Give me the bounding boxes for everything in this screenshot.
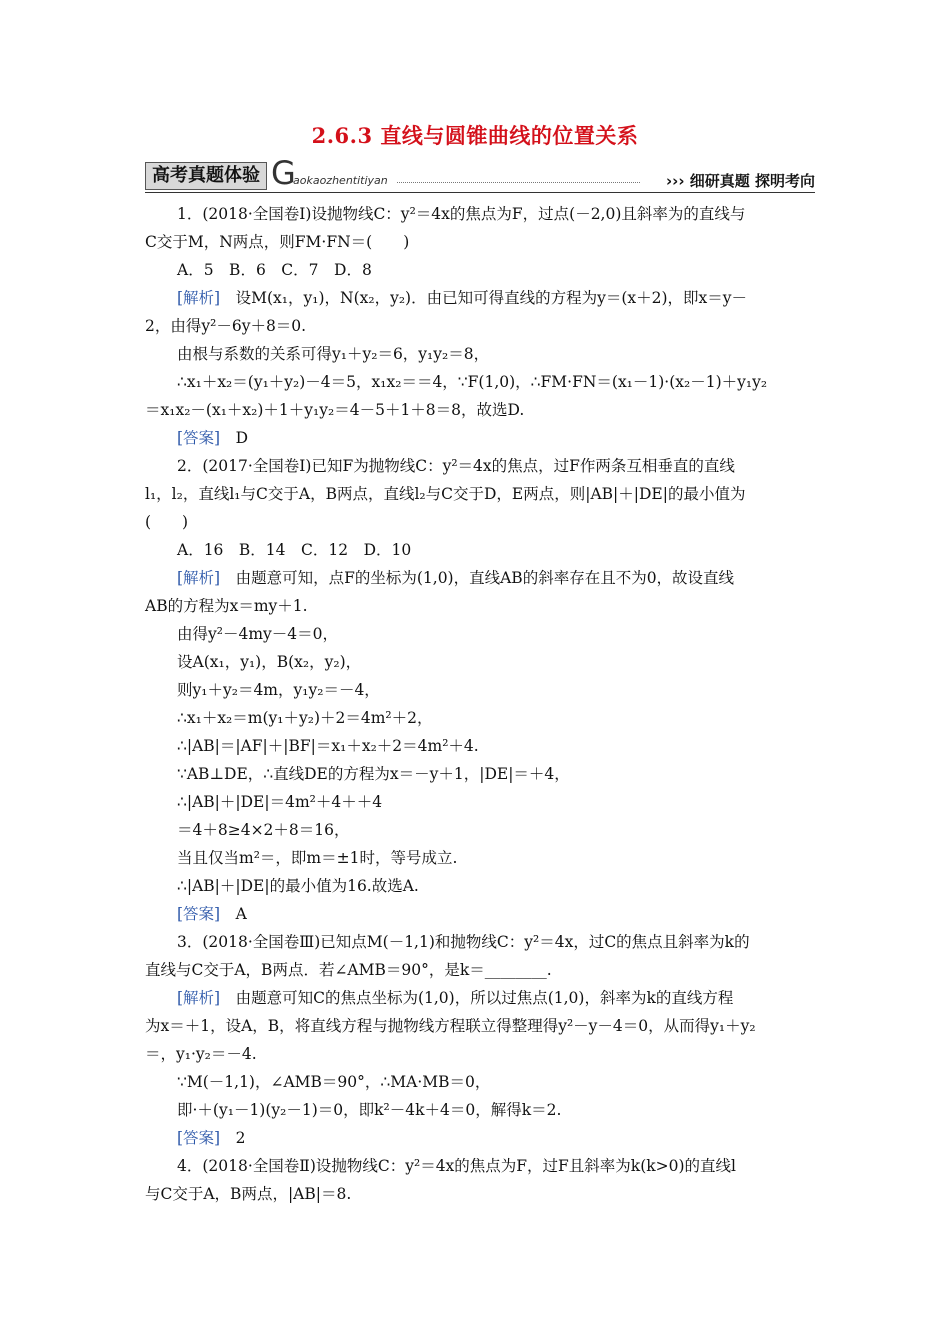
text-line <box>145 872 815 900</box>
section-banner <box>145 154 815 194</box>
text-line <box>145 704 815 732</box>
line-text: ∴|AB|＋|DE|的最小值为16.故选A. <box>177 877 419 895</box>
line-text: 由题意可知，点F的坐标为(1,0)，直线AB的斜率存在且不为0，故设直线 <box>220 569 735 587</box>
text-line <box>145 844 815 872</box>
text-line <box>145 732 815 760</box>
line-text: ＝，y₁·y₂＝－4. <box>145 1045 257 1063</box>
text-line <box>145 648 815 676</box>
line-text: 即·＋(y₁－1)(y₂－1)＝0，即k²－4k＋4＝0，解得k＝2. <box>177 1101 562 1119</box>
line-text: 则y₁＋y₂＝4m，y₁y₂＝－4， <box>177 681 380 699</box>
banner-rule <box>145 192 815 193</box>
text-line <box>145 1152 815 1180</box>
text-line <box>145 676 815 704</box>
banner-initial: G <box>271 154 296 192</box>
banner-label: 高考真题体验 <box>145 162 267 190</box>
banner-slogan: ››› 细研真题 探明考向 <box>666 172 815 190</box>
line-text: 当且仅当m²＝，即m＝±1时，等号成立. <box>177 849 458 867</box>
line-text: ( ) <box>145 513 189 531</box>
line-text: D <box>220 429 249 447</box>
line-text: 与C交于A，B两点，|AB|＝8. <box>145 1185 352 1203</box>
text-line <box>145 368 815 396</box>
line-text: ∴x₁＋x₂＝m(y₁＋y₂)＋2＝4m²＋2， <box>177 709 433 727</box>
text-line <box>145 760 815 788</box>
line-text: ＝x₁x₂－(x₁＋x₂)＋1＋y₁y₂＝4－5＋1＋8＝8，故选D. <box>145 401 525 419</box>
text-line <box>145 1068 815 1096</box>
line-text: A．16 B．14 C．12 D．10 <box>177 541 412 559</box>
text-line <box>145 508 815 536</box>
line-text: 2 <box>220 1129 246 1147</box>
text-line <box>145 1180 815 1208</box>
section-tag: [解析] <box>177 289 221 307</box>
text-line <box>145 928 815 956</box>
line-text: AB的方程为x＝my＋1. <box>145 597 308 615</box>
line-text: 设A(x₁，y₁)，B(x₂，y₂)， <box>177 653 362 671</box>
line-text: ∵M(－1,1)，∠AMB＝90°，∴MA·MB＝0， <box>177 1073 491 1091</box>
line-text: 2．(2017·全国卷Ⅰ)已知F为抛物线C：y²＝4x的焦点，过F作两条互相垂直的直线 <box>177 457 735 475</box>
line-text: A．5 B．6 C．7 D．8 <box>177 261 372 279</box>
text-line <box>145 312 815 340</box>
text-line <box>145 200 815 228</box>
line-text: 直线与C交于A，B两点．若∠AMB＝90°，是k＝________. <box>145 961 552 979</box>
text-line <box>145 1040 815 1068</box>
text-line <box>145 620 815 648</box>
section-tag: [答案] <box>177 905 221 923</box>
line-text: 由根与系数的关系可得y₁＋y₂＝6，y₁y₂＝8， <box>177 345 490 363</box>
text-line <box>145 984 815 1012</box>
text-line <box>145 900 815 928</box>
line-text: 为x＝＋1，设A，B，将直线方程与抛物线方程联立得整理得y²－y－4＝0，从而得y₁＋y₂ <box>145 1017 756 1035</box>
line-text: 由得y²－4my－4＝0， <box>177 625 339 643</box>
document-body <box>145 200 815 1208</box>
line-text: ∵AB⊥DE，∴直线DE的方程为x＝－y＋1，|DE|＝＋4， <box>177 765 570 783</box>
text-line <box>145 340 815 368</box>
section-tag: [答案] <box>177 1129 221 1147</box>
text-line <box>145 788 815 816</box>
text-line <box>145 1012 815 1040</box>
line-text: ∴x₁＋x₂＝(y₁＋y₂)－4＝5，x₁x₂＝＝4，∵F(1,0)，∴FM·FN＝(x₁－1)·(x₂－1)＋y₁y₂ <box>177 373 768 391</box>
line-text: ＝4＋8≥4×2＋8＝16， <box>177 821 350 839</box>
text-line <box>145 1124 815 1152</box>
text-line <box>145 256 815 284</box>
text-line <box>145 228 815 256</box>
page-title: 2.6.3 直线与圆锥曲线的位置关系 <box>311 123 639 148</box>
line-text: C交于M，N两点，则FM·FN＝( ) <box>145 233 410 251</box>
text-line <box>145 536 815 564</box>
line-text: ∴|AB|＋|DE|＝4m²＋4＋＋4 <box>177 793 383 811</box>
line-text: ∴|AB|＝|AF|＋|BF|＝x₁＋x₂＋2＝4m²＋4. <box>177 737 479 755</box>
line-text: 2，由得y²－6y＋8＝0. <box>145 317 307 335</box>
text-line <box>145 564 815 592</box>
line-text: 1．(2018·全国卷Ⅰ)设抛物线C：y²＝4x的焦点为F，过点(－2,0)且斜率为的直线与 <box>177 205 746 223</box>
text-line <box>145 424 815 452</box>
text-line <box>145 284 815 312</box>
section-tag: [答案] <box>177 429 221 447</box>
line-text: l₁，l₂，直线l₁与C交于A，B两点，直线l₂与C交于D，E两点，则|AB|＋|DE|的最小值为 <box>145 485 746 503</box>
line-text: 3．(2018·全国卷Ⅲ)已知点M(－1,1)和抛物线C：y²＝4x，过C的焦点且斜率为k的 <box>177 933 750 951</box>
text-line <box>145 396 815 424</box>
section-tag: [解析] <box>177 569 221 587</box>
text-line <box>145 1096 815 1124</box>
section-tag: [解析] <box>177 989 221 1007</box>
banner-pinyin: aokaozhentitiyan <box>293 174 388 187</box>
text-line <box>145 592 815 620</box>
text-line <box>145 452 815 480</box>
text-line <box>145 956 815 984</box>
line-text: 设M(x₁，y₁)，N(x₂，y₂)．由已知可得直线的方程为y＝(x＋2)，即x＝y－ <box>220 289 748 307</box>
text-line <box>145 480 815 508</box>
line-text: 由题意可知C的焦点坐标为(1,0)，所以过焦点(1,0)，斜率为k的直线方程 <box>220 989 734 1007</box>
text-line <box>145 816 815 844</box>
line-text: A <box>220 905 247 923</box>
line-text: 4．(2018·全国卷Ⅱ)设抛物线C：y²＝4x的焦点为F，过F且斜率为k(k>0)的直线l <box>177 1157 736 1175</box>
banner-dotted-line <box>397 182 640 183</box>
